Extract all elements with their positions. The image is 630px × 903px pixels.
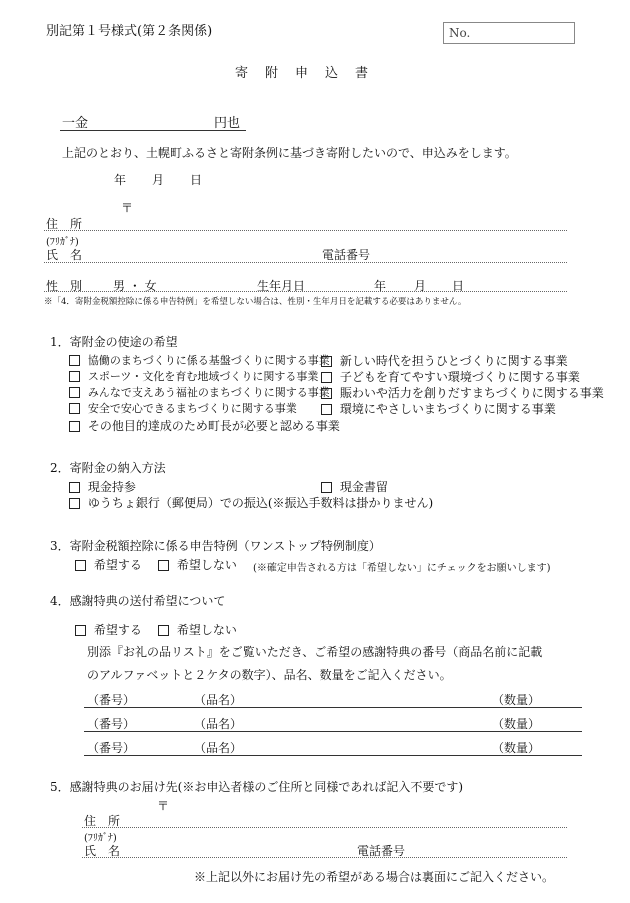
form-label: 別記第１号様式(第２条関係) [46, 24, 213, 39]
gender-birth-field[interactable] [44, 291, 567, 292]
pay-bank[interactable]: ゆうちょ銀行（郵便局）での振込(※振込手数料は掛かりません) [69, 494, 433, 511]
option-right-1[interactable]: 新しい時代を担うひとづくりに関する事業 [321, 352, 568, 369]
option-right-2[interactable]: 子どもを育てやすい環境づくりに関する事業 [321, 368, 580, 385]
gender-options[interactable]: 男 ・ 女 [113, 279, 157, 293]
section5-heading: 5．感謝特典のお届け先(※お申込者様のご住所と同様であれば記入不要です) [50, 780, 464, 794]
delivery-furigana-label: (ﾌﾘｶﾞﾅ) [84, 833, 117, 844]
section4-heading: 4．感謝特典の送付希望について [50, 594, 226, 608]
birth-year: 年 [374, 279, 387, 293]
gift-row-name: （品名） [194, 717, 243, 731]
delivery-address-field[interactable] [82, 827, 567, 828]
footer-note: ※上記以外にお届け先の希望がある場合は裏面にご記入ください。 [194, 870, 555, 884]
tax-note: (※確定申告される方は「希望しない」にチェックをお願いします) [253, 563, 551, 574]
address-field[interactable] [44, 230, 567, 231]
applicant-note: ※「4．寄附金税額控除に係る申告特例」を希望しない場合は、性別・生年月日を記載する必要はありません。 [44, 297, 467, 307]
delivery-postal-mark: 〒 [157, 799, 170, 813]
gift-not-want[interactable]: 希望しない [158, 621, 237, 638]
checkbox[interactable] [69, 371, 80, 382]
gift-desc-2: のアルファベットと２ケタの数字）、品名、数量をご記入ください。 [87, 668, 452, 682]
gift-row-num: （番号） [87, 741, 136, 755]
delivery-name-field[interactable] [82, 857, 567, 858]
pay-registered[interactable]: 現金書留 [321, 478, 388, 495]
option-left-3[interactable]: みんなで支えあう福祉のまちづくりに関する事業 [69, 384, 330, 400]
section3-heading: 3．寄附金税額控除に係る申告特例（ワンストップ特例制度） [50, 539, 381, 553]
gift-row-qty: （数量） [492, 693, 541, 707]
checkbox[interactable] [69, 387, 80, 398]
checkbox[interactable] [69, 498, 80, 509]
tax-not-want[interactable]: 希望しない [158, 556, 237, 573]
no-label: No. [449, 26, 471, 40]
gift-row-name: （品名） [194, 741, 243, 755]
checkbox[interactable] [69, 421, 80, 432]
checkbox[interactable] [75, 560, 86, 571]
delivery-phone-label: 電話番号 [357, 844, 406, 858]
checkbox[interactable] [75, 625, 86, 636]
birth-label: 生年月日 [257, 279, 306, 293]
option-left-1[interactable]: 協働のまちづくりに係る基盤づくりに関する事業 [69, 352, 330, 368]
address-label: 住 所 [46, 217, 83, 231]
checkbox[interactable] [69, 355, 80, 366]
tax-want[interactable]: 希望する [75, 556, 142, 573]
gift-row-line [84, 731, 582, 732]
checkbox[interactable] [321, 372, 332, 383]
gift-desc-1: 別添『お礼の品リスト』をご覧いただき、ご希望の感謝特典の番号（商品名前に記載 [87, 645, 543, 659]
gift-row-line [84, 707, 582, 708]
gift-want[interactable]: 希望する [75, 621, 142, 638]
birth-day: 日 [452, 279, 465, 293]
section2-heading: 2．寄附金の納入方法 [50, 461, 166, 475]
amount-field[interactable] [60, 130, 246, 131]
section1-heading: 1．寄附金の使途の希望 [50, 335, 178, 349]
date-month: 月 [152, 173, 165, 187]
name-label: 氏 名 [46, 248, 83, 262]
checkbox[interactable] [321, 404, 332, 415]
gender-label: 性 別 [46, 279, 83, 293]
option-left-2[interactable]: スポーツ・文化を育む地域づくりに関する事業 [69, 368, 318, 384]
amount-suffix: 円也 [214, 116, 241, 131]
date-year: 年 [114, 173, 127, 187]
pay-cash[interactable]: 現金持参 [69, 478, 136, 495]
amount-prefix: 一金 [62, 116, 89, 131]
name-field[interactable] [44, 262, 567, 263]
gift-row-name: （品名） [194, 693, 243, 707]
checkbox[interactable] [321, 482, 332, 493]
gift-row-qty: （数量） [492, 741, 541, 755]
phone-label: 電話番号 [322, 248, 371, 262]
date-day: 日 [190, 173, 203, 187]
gift-row-qty: （数量） [492, 717, 541, 731]
birth-month: 月 [414, 279, 427, 293]
checkbox[interactable] [158, 625, 169, 636]
delivery-address-label: 住 所 [84, 814, 121, 828]
checkbox[interactable] [69, 403, 80, 414]
checkbox[interactable] [321, 388, 332, 399]
gift-row-line [84, 755, 582, 756]
checkbox[interactable] [321, 356, 332, 367]
page-title: 寄 附 申 込 書 [235, 66, 371, 81]
furigana-label: (ﾌﾘｶﾞﾅ) [46, 237, 79, 248]
option-other[interactable]: その他目的達成のため町長が必要と認める事業 [69, 417, 340, 434]
option-right-4[interactable]: 環境にやさしいまちづくりに関する事業 [321, 400, 556, 417]
no-field[interactable] [443, 22, 575, 44]
statement: 上記のとおり、土幌町ふるさと寄附条例に基づき寄附したいので、申込みをします。 [62, 146, 517, 160]
gift-row-num: （番号） [87, 693, 136, 707]
postal-mark: 〒 [121, 201, 134, 215]
option-left-4[interactable]: 安全で安心できるまちづくりに関する事業 [69, 400, 297, 416]
delivery-name-label: 氏 名 [84, 844, 121, 858]
option-right-3[interactable]: 賑わいや活力を創りだすまちづくりに関する事業 [321, 384, 604, 401]
checkbox[interactable] [158, 560, 169, 571]
checkbox[interactable] [69, 482, 80, 493]
gift-row-num: （番号） [87, 717, 136, 731]
